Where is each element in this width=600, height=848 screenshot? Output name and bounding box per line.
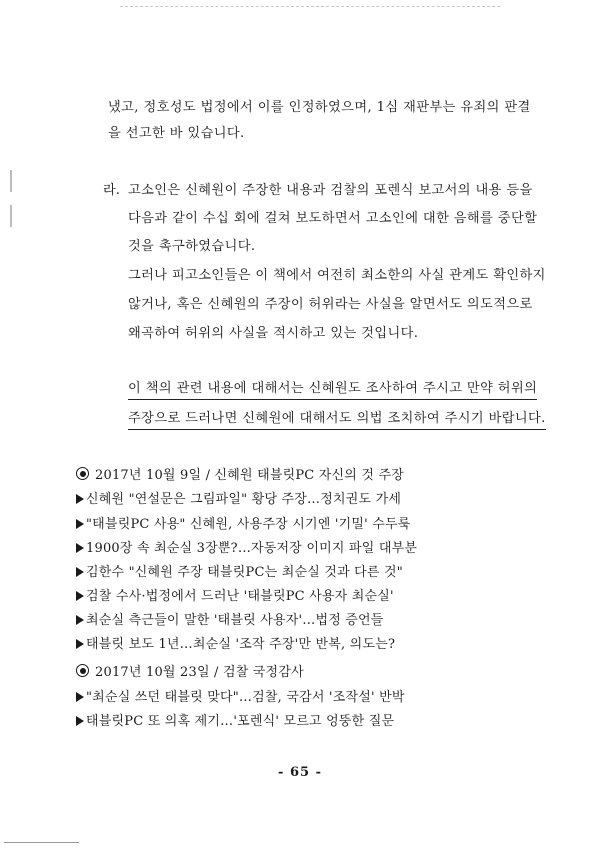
triangle-bullet-icon	[76, 692, 84, 702]
text-line: 않거나, 혹은 신혜원의 주장이 허위라는 사실을 알면서도 의도적으로	[128, 297, 533, 312]
list-item	[76, 636, 395, 654]
page-number: - 65 -	[278, 765, 322, 780]
scan-side-mark	[10, 205, 12, 227]
list-item	[76, 516, 411, 534]
list-item	[76, 491, 401, 509]
text-line: 고소인은 신혜원이 주장한 내용과 검찰의 포렌식 보고서의 내용 등을	[128, 183, 533, 198]
triangle-bullet-icon	[76, 639, 84, 649]
triangle-bullet-icon	[76, 615, 84, 625]
group-header-text: 2017년 10월 9일 / 신혜원 태블릿PC 자신의 것 주장	[95, 468, 404, 483]
list-item-text: 태블릿 보도 1년…최순실 '조작 주장'만 반복, 의도는?	[86, 637, 396, 652]
triangle-bullet-icon	[76, 567, 84, 577]
list-item	[76, 540, 417, 558]
triangle-bullet-icon	[76, 543, 84, 553]
text-line: 다음과 같이 수십 회에 걸쳐 보도하면서 고소인에 대한 음해를 중단할	[128, 211, 538, 226]
underlined-text-line: 주장으로 드러나면 신혜원에 대해서도 의법 조치하여 주시기 바랍니다.	[128, 410, 546, 430]
list-item	[76, 564, 403, 582]
triangle-bullet-icon	[76, 494, 84, 504]
group-header-text: 2017년 10월 23일 / 검찰 국정감사	[95, 665, 304, 680]
list-item	[76, 713, 394, 731]
list-item	[76, 612, 384, 630]
scan-side-mark	[10, 170, 12, 192]
list-item-text: 김한수 "신혜원 주장 태블릿PC는 최순실 것과 다른 것"	[86, 565, 403, 580]
list-item-text: 검찰 수사·법정에서 드러난 '태블릿PC 사용자 최순실'	[86, 589, 394, 604]
triangle-bullet-icon	[76, 591, 84, 601]
scan-top-edge	[120, 6, 500, 7]
list-item	[76, 588, 394, 606]
list-item	[76, 689, 405, 707]
underlined-text-line: 이 책의 관련 내용에 대해서는 신혜원도 조사하여 주시고 만약 허위의	[128, 380, 537, 400]
text-line: 을 선고한 바 있습니다.	[108, 126, 245, 141]
list-item-text: "태블릿PC 사용" 신혜원, 사용주장 시기엔 '기밀' 수두룩	[86, 517, 411, 532]
text-line: 그러나 피고소인들은 이 책에서 여전히 최소한의 사실 관계도 확인하지	[128, 268, 546, 283]
triangle-bullet-icon	[76, 716, 84, 726]
list-item-text: "최순실 쓰던 태블릿 맞다"…검찰, 국감서 '조작설' 반박	[86, 690, 405, 705]
triangle-bullet-icon	[76, 519, 84, 529]
text-line: 냈고, 정호성도 법정에서 이를 인정하였으며, 1심 재판부는 유죄의 판결	[108, 100, 531, 115]
group-header	[76, 467, 404, 485]
bullseye-icon	[76, 467, 89, 480]
list-item-text: 신혜원 "연설문은 그림파일" 황당 주장…정치권도 가세	[86, 492, 402, 507]
section-marker: 라.	[103, 183, 120, 198]
list-item-text: 1900장 속 최순실 3장뿐?…자동저장 이미지 파일 대부분	[86, 541, 418, 556]
text-line: 왜곡하여 허위의 사실을 적시하고 있는 것입니다.	[128, 326, 419, 341]
list-item-text: 최순실 측근들이 말한 '태블릿 사용자'…법정 증언들	[86, 613, 384, 628]
group-header	[76, 664, 304, 682]
text-line: 것을 촉구하였습니다.	[128, 239, 256, 254]
scan-bottom-edge	[4, 842, 79, 843]
list-item-text: 태블릿PC 또 의혹 제기…'포렌식' 모르고 엉뚱한 질문	[86, 714, 395, 729]
bullseye-icon	[76, 664, 89, 677]
